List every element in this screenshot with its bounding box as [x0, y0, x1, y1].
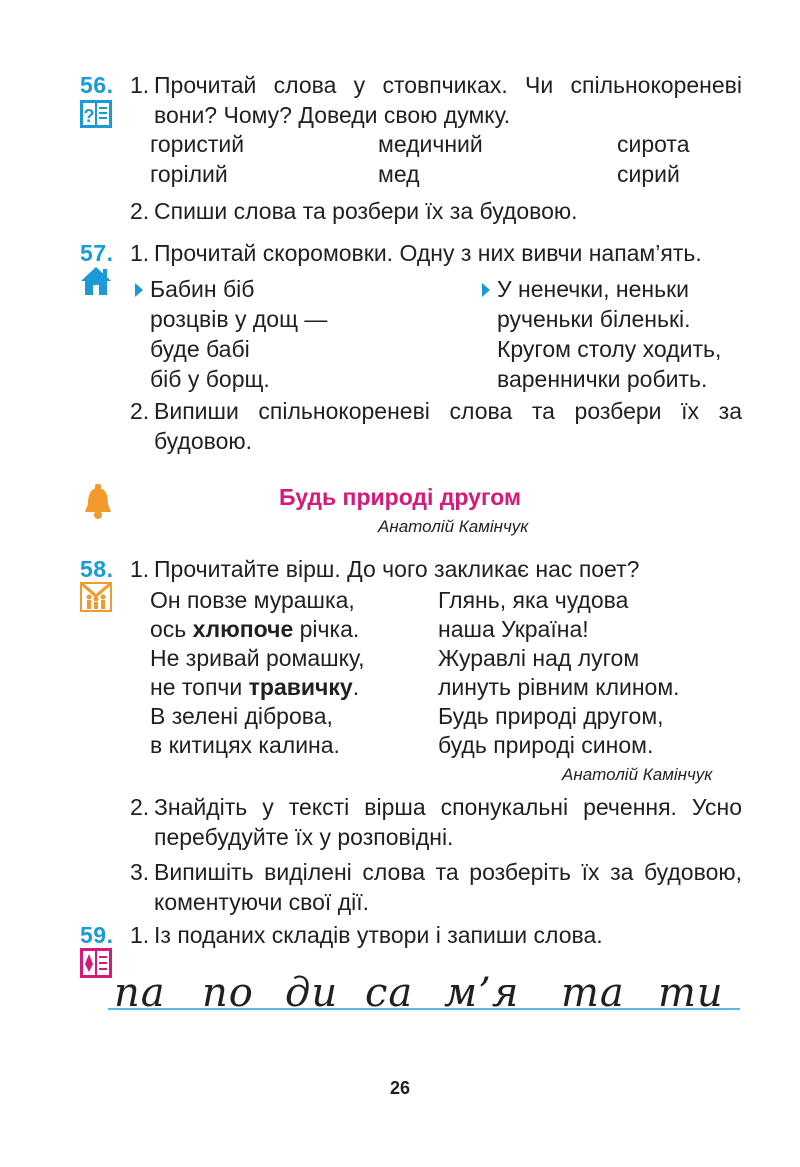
question-book-icon — [80, 100, 112, 128]
step-text: Випишіть виділені слова та розберіть їх за будовою, коментуючи свої дії. — [154, 859, 742, 915]
step-number: 2. — [130, 794, 150, 820]
exercise-58-step-2 — [130, 792, 742, 852]
poem-left-column — [150, 586, 365, 760]
exercise-57-step-1 — [130, 238, 742, 268]
step-number: 1. — [130, 922, 150, 948]
exercise-59-step-1 — [130, 920, 742, 950]
tongue-twister-1 — [150, 274, 327, 394]
verse-line — [150, 615, 365, 644]
verse-line: в китицях калина. — [150, 732, 340, 758]
verse-line: Будь природі другом, — [438, 703, 664, 729]
step-text: Прочитай слова у стовпчиках. Чи спільнокореневі вони? Чому? Доведи свою думку. — [154, 72, 742, 128]
bullet-arrow-icon — [135, 283, 143, 297]
verse-text: . — [352, 674, 360, 700]
exercise-56-step-2 — [130, 196, 742, 226]
word: сирий — [617, 161, 680, 187]
verse-text: річка. — [293, 616, 360, 642]
word: горілий — [150, 161, 228, 187]
step-number: 1. — [130, 240, 150, 266]
word-column-2 — [378, 129, 483, 189]
word: медичний — [378, 131, 483, 157]
step-text: Прочитай скоромовки. Одну з них вивчи напам’ять. — [154, 240, 702, 266]
highlighted-word: травичку — [248, 674, 353, 700]
verse-line: Глянь, яка чудова — [438, 587, 629, 613]
syllable: ти — [658, 970, 724, 1016]
svg-text:?: ? — [83, 106, 95, 126]
step-text: Знайдіть у тексті вірша спонукальні речення. Усно перебудуйте їх у розповідні. — [154, 794, 742, 850]
verse-line: вареннички робить. — [497, 366, 708, 392]
step-text: Прочитайте вірш. До чого закликає нас поет? — [154, 556, 640, 582]
verse-line: Кругом столу ходить, — [497, 336, 722, 362]
syllable: ди — [285, 970, 339, 1016]
word: сирота — [617, 131, 690, 157]
exercise-58-step-1 — [130, 554, 742, 584]
word: гористий — [150, 131, 245, 157]
exercise-57-step-2 — [130, 396, 742, 456]
verse-line: линуть рівним клином. — [438, 674, 680, 700]
exercise-58-number: 58. — [80, 556, 114, 582]
verse-line — [150, 673, 365, 702]
verse-line: наша Україна! — [438, 616, 589, 642]
step-number: 1. — [130, 556, 150, 582]
verse-line: У ненечки, неньки — [497, 276, 689, 302]
verse-line: Журавлі над лугом — [438, 645, 640, 671]
verse-line: рученьки біленькі. — [497, 306, 691, 332]
verse-text: ось — [150, 616, 193, 642]
verse-line: будь природі сином. — [438, 732, 654, 758]
exercise-56-number: 56. — [80, 72, 114, 98]
word-column-3 — [617, 129, 690, 189]
syllable: па — [114, 970, 166, 1016]
syllable: та — [561, 970, 625, 1016]
verse-line: Не зривай ромашку, — [150, 645, 365, 671]
step-text: Спиши слова та розбери їх за будовою. — [154, 198, 578, 224]
poem-author: Анатолій Камінчук — [562, 765, 713, 784]
step-text: Із поданих складів утвори і запиши слова. — [154, 922, 603, 948]
step-number: 1. — [130, 72, 150, 98]
exercise-57-number: 57. — [80, 240, 114, 266]
verse-line: буде бабі — [150, 336, 250, 362]
verse-line: В зелені діброва, — [150, 703, 333, 729]
highlighted-word: хлюпоче — [192, 616, 294, 642]
section-title: Будь природі другом — [278, 484, 521, 510]
step-number: 2. — [130, 398, 150, 424]
verse-line: біб у борщ. — [150, 366, 270, 392]
bullet-arrow-icon — [482, 283, 490, 297]
tongue-twister-2 — [497, 274, 721, 394]
verse-text: не топчи — [150, 674, 249, 700]
syllable: по — [202, 970, 254, 1016]
reading-people-icon — [80, 582, 112, 612]
word: мед — [378, 161, 420, 187]
word-column-1 — [150, 129, 244, 189]
poem-right-column — [438, 586, 680, 760]
syllable: м’я — [444, 970, 520, 1016]
writing-pen-icon — [80, 948, 112, 978]
verse-line: Он повзе мурашка, — [150, 587, 355, 613]
house-icon — [80, 266, 112, 296]
step-text: Випиши спільнокореневі слова та розбери їх за будовою. — [154, 398, 742, 454]
exercise-58-step-3 — [130, 857, 742, 917]
syllable: са — [365, 970, 414, 1016]
page-number: 26 — [389, 1078, 411, 1098]
verse-line: Бабин біб — [150, 276, 255, 302]
exercise-59-number: 59. — [80, 922, 114, 948]
exercise-56-step-1 — [130, 70, 742, 130]
step-number: 2. — [130, 198, 150, 224]
step-number: 3. — [130, 859, 150, 885]
verse-line: розцвів у дощ — — [150, 306, 328, 332]
section-author: Анатолій Камінчук — [378, 517, 529, 536]
